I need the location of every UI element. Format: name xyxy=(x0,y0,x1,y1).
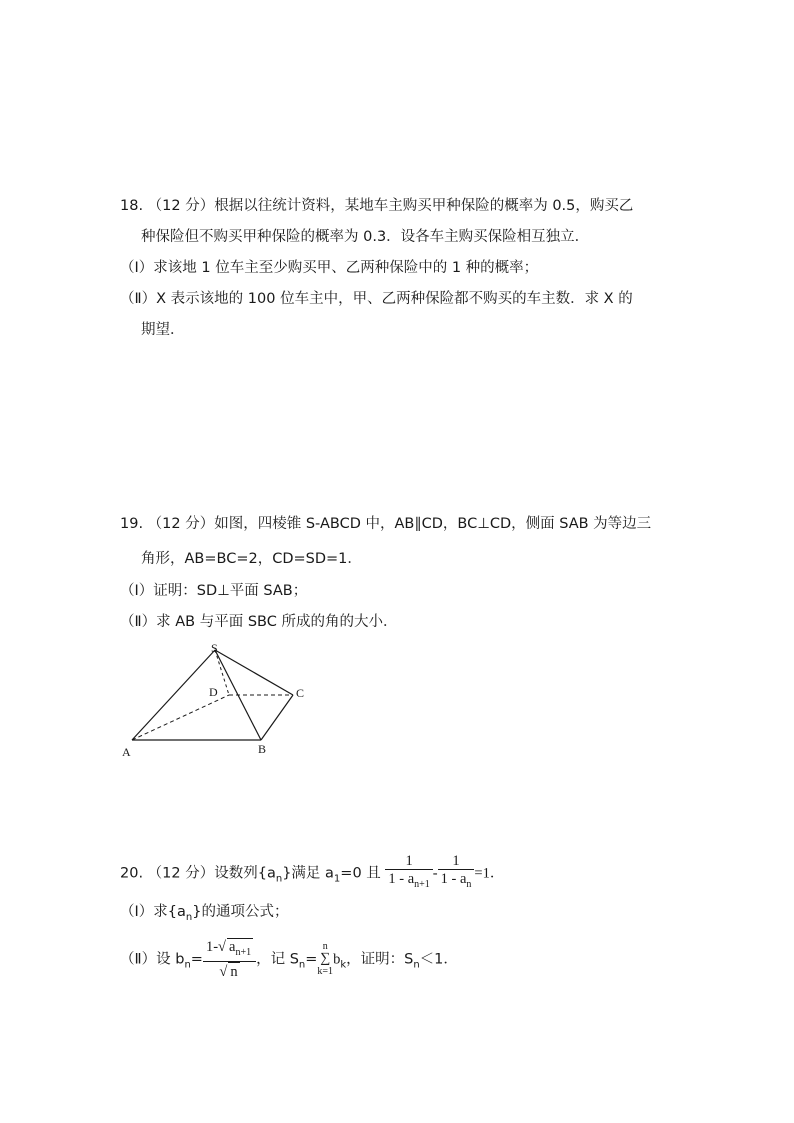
q20-fraction-1 xyxy=(385,853,432,894)
frac2-den-sub: n xyxy=(466,878,472,890)
sn2-sub: n xyxy=(413,959,420,971)
bfrac-num-a: 1- xyxy=(205,939,219,955)
q20-prove: ，证明：S xyxy=(346,951,414,968)
q19-line1: 19. （12 分）如图，四棱锥 S-ABCD 中，AB∥CD，BC⊥CD，侧面 SAB 为等边三 xyxy=(120,516,652,532)
q20-part1 xyxy=(120,902,288,928)
q19-part2: （Ⅱ）求 AB 与平面 SBC 所成的角的大小． xyxy=(120,614,398,630)
label-D: D xyxy=(209,685,218,699)
q20-an-sub: n xyxy=(275,873,283,885)
q20-ji: ，记 S xyxy=(256,951,299,968)
q20-prefix: 20. （12 分）设数列{a xyxy=(120,865,276,882)
bfrac-den: n xyxy=(230,963,238,980)
q20-eq3: = xyxy=(305,951,318,968)
q18-part1: （Ⅰ）求该地 1 位车主至少购买甲、乙两种保险中的 1 种的概率； xyxy=(120,260,539,276)
q19-line2: 角形，AB=BC=2，CD=SD=1． xyxy=(141,551,362,567)
label-B: B xyxy=(258,742,267,756)
sum-symbol: ∑ xyxy=(320,951,331,967)
sum-bottom: k=1 xyxy=(317,966,334,978)
frac1-den: 1 - a xyxy=(388,871,415,887)
q18-part2a: （Ⅱ）X 表示该地的 100 位车主中，甲、乙两种保险都不购买的车主数．求 X 的 xyxy=(120,291,633,307)
edge-BC xyxy=(261,695,293,740)
frac1-den-sub: n+1 xyxy=(414,878,430,890)
q20-eq: =1． xyxy=(474,865,505,882)
q18-part2b: 期望． xyxy=(141,322,185,338)
bn-fraction: $\frac{1-√ a_{n+1}}{√ n}$ xyxy=(203,938,256,981)
bk: b xyxy=(333,951,341,968)
q20-line1 xyxy=(120,853,504,898)
q20-fraction-2 xyxy=(438,853,475,894)
q18-line2: 种保险但不购买甲种保险的概率为 0.3．设各车主购买保险相互独立． xyxy=(141,229,590,245)
label-C: C xyxy=(296,686,305,700)
q20-part2 xyxy=(120,938,458,986)
bfrac-num-sqrt: a xyxy=(229,939,236,955)
label-S: S xyxy=(211,641,218,655)
bk-sub: k xyxy=(340,959,347,971)
frac2-num: 1 xyxy=(438,853,475,870)
sn-sub: n xyxy=(298,959,306,971)
bfrac-num-sub: n+1 xyxy=(235,946,252,958)
q20-lt: ＜1． xyxy=(419,951,458,968)
frac1-num: 1 xyxy=(385,853,432,870)
edge-SA xyxy=(132,650,215,740)
pyramid-figure xyxy=(115,640,315,765)
q20-eq2: = xyxy=(190,951,203,968)
q20-part1-a: （Ⅰ）求{a xyxy=(120,904,186,920)
bn-sub: n xyxy=(184,959,191,971)
q20-minus: - xyxy=(432,865,438,882)
sum-operator xyxy=(317,941,333,977)
frac2-den: 1 - a xyxy=(440,871,467,887)
q20-part1-sub: n xyxy=(185,911,193,923)
q20-part2-a: （Ⅱ）设 b xyxy=(120,951,185,968)
q20-cond: =0 且 xyxy=(340,865,381,882)
q20-part1-b: }的通项公式； xyxy=(192,904,289,920)
q19-part1: （Ⅰ）证明：SD⊥平面 SAB； xyxy=(120,583,308,599)
q20-a1-sub: 1 xyxy=(333,873,341,885)
edge-AD xyxy=(132,695,229,740)
label-A: A xyxy=(122,745,131,759)
sum-top: n xyxy=(322,941,328,953)
q18-line1: 18. （12 分）根据以往统计资料，某地车主购买甲种保险的概率为 0.5，购买乙 xyxy=(120,198,634,214)
q20-mid: }满足 a xyxy=(282,865,334,882)
